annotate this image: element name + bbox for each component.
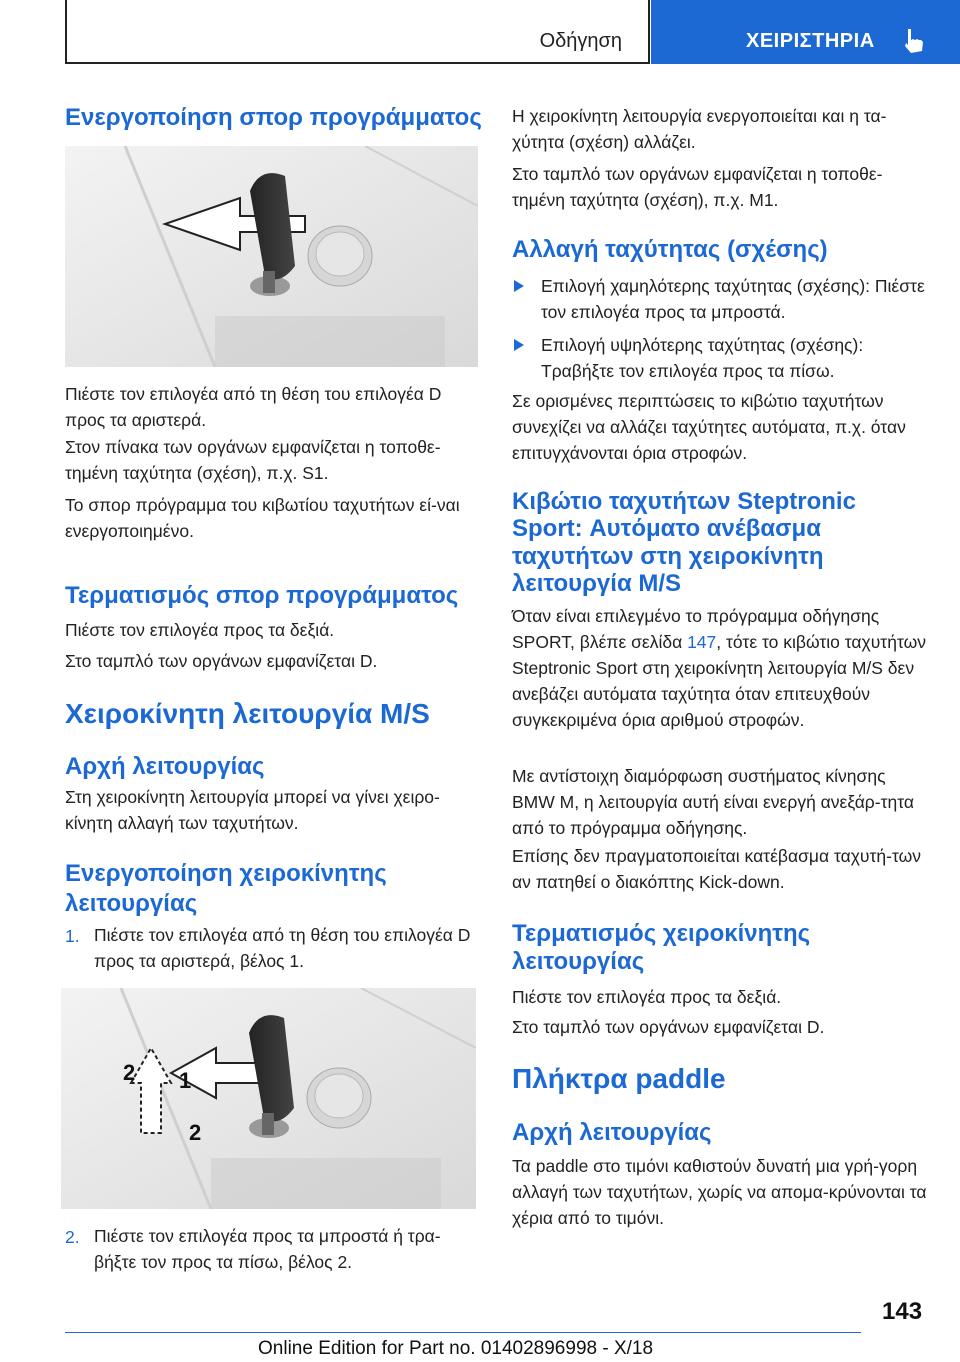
heading-principle: Αρχή λειτουργίας (65, 753, 265, 780)
heading-steptronic-line3: ταχυτήτων στη χειροκίνητη (512, 543, 824, 570)
gear-selector-image-2 (61, 988, 476, 1209)
heading-steptronic-line4: λειτουργία M/S (512, 570, 682, 597)
heading-gear-change: Αλλαγή ταχύτητας (σχέσης) (512, 236, 828, 263)
heading-manual-on-line2: λειτουργίας (65, 890, 198, 917)
paragraph: Στο ταμπλό των οργάνων εμφανίζεται D. (512, 1017, 825, 1037)
paragraph: Με αντίστοιχη διαμόρφωση συστήματος κίνησης BMW M, η λειτουργία αυτή είναι ενεργή ανεξάρ‐τητα από το πρόγραμμα οδήγησης. (512, 766, 915, 838)
paragraph: Στο ταμπλό των οργάνων εμφανίζεται η τοποθε‐τημένη ταχύτητα (σχέση), π.χ. M1. (512, 164, 883, 210)
gear-selector-image-1 (65, 146, 478, 367)
heading-sport-off: Τερματισμός σπορ προγράμματος (65, 582, 459, 609)
arrow-label-1: 1 (179, 1068, 192, 1093)
arrow-label-2: 2 (123, 1060, 136, 1085)
step-text: Πιέστε τον επιλογέα από τη θέση του επιλογέα D προς τα αριστερά, βέλος 1. (94, 925, 471, 971)
heading-principle: Αρχή λειτουργίας (512, 1119, 712, 1146)
paragraph: Σε ορισμένες περιπτώσεις το κιβώτιο ταχυτήτων συνεχίζει να αλλάζει ταχύτητες αυτόματα, π.χ. όταν επιτυγχάνονται όρια στροφών. (512, 391, 906, 463)
bullet-text: Επιλογή υψηλότερης ταχύτητας (σχέσης): Τραβήξτε τον επιλογέα προς τα πίσω. (541, 335, 864, 381)
bullet-text: Επιλογή χαμηλότερης ταχύτητας (σχέσης): Πιέστε τον επιλογέα προς τα μπροστά. (541, 276, 925, 322)
paragraph: Το σπορ πρόγραμμα του κιβωτίου ταχυτήτων εί‐ναι ενεργοποιημένο. (65, 495, 460, 541)
header-tab-label: ΧΕΙΡΙΣΤΗΡΙΑ (746, 30, 875, 52)
paragraph: Στη χειροκίνητη λειτουργία μπορεί να γίνει χειρο‐κίνητη αλλαγή των ταχυτήτων. (65, 787, 440, 833)
header-box (65, 0, 650, 64)
arrow-label-2: 2 (189, 1120, 202, 1145)
heading-paddle: Πλήκτρα paddle (512, 1063, 726, 1094)
bullet-triangle-icon (514, 339, 524, 351)
heading-manual-mode: Χειροκίνητη λειτουργία M/S (65, 698, 430, 729)
heading-manual-off-line1: Τερματισμός χειροκίνητης (512, 920, 811, 947)
header-tab[interactable] (651, 0, 960, 64)
paragraph-text: , τότε το κιβώτιο ταχυτήτων Steptronic Sport στη χειροκίνητη λειτουργία M/S δεν ανεβάζει αυτόματα ταχύτητα όταν επιτευχθούν συγκεκριμένα όρια αριθμού στροφών. (512, 632, 927, 730)
bullet-triangle-icon (514, 280, 524, 292)
heading-manual-off-line2: λειτουργίας (512, 948, 645, 975)
step-number: 1. (65, 926, 80, 946)
paragraph-text: Όταν είναι επιλεγμένο το πρόγραμμα οδήγησης SPORT, βλέπε σελίδα (512, 606, 880, 652)
paragraph (512, 603, 932, 733)
paragraph: Στον πίνακα των οργάνων εμφανίζεται η τοποθε‐τημένη ταχύτητα (σχέση), π.χ. S1. (65, 437, 441, 483)
paragraph: Στο ταμπλό των οργάνων εμφανίζεται D. (65, 651, 378, 671)
paragraph: Επίσης δεν πραγματοποιείται κατέβασμα ταχυτή‐των αν πατηθεί ο διακόπτης Kick-down. (512, 846, 922, 892)
page-number: 143 (882, 1298, 923, 1325)
heading-sport-on: Ενεργοποίηση σπορ προγράμματος (65, 104, 482, 131)
footer-divider (65, 1332, 861, 1333)
header-section-title: Οδήγηση (539, 30, 622, 52)
footer-edition: Online Edition for Part no. 01402896998 - X/18 (258, 1338, 654, 1359)
paragraph: Πιέστε τον επιλογέα προς τα δεξιά. (512, 987, 782, 1007)
paragraph: Τα paddle στο τιμόνι καθιστούν δυνατή μια γρή‐γορη αλλαγή των ταχυτήτων, χωρίς να απομα‐κρύνονται τα χέρια από το τιμόνι. (512, 1156, 927, 1228)
paragraph: Πιέστε τον επιλογέα από τη θέση του επιλογέα D προς τα αριστερά. (65, 384, 442, 430)
heading-steptronic-line1: Κιβώτιο ταχυτήτων Steptronic (512, 488, 856, 515)
hand-pointer-icon (899, 26, 929, 56)
heading-steptronic-line2: Sport: Αυτόματο ανέβασμα (512, 515, 821, 542)
heading-manual-on-line1: Ενεργοποίηση χειροκίνητης (65, 860, 387, 887)
page-link-147[interactable]: 147 (687, 632, 717, 652)
step-number: 2. (65, 1227, 80, 1247)
paragraph: Πιέστε τον επιλογέα προς τα δεξιά. (65, 620, 335, 640)
paragraph: Η χειροκίνητη λειτουργία ενεργοποιείται και η τα‐χύτητα (σχέση) αλλάζει. (512, 106, 887, 152)
step-text: Πιέστε τον επιλογέα προς τα μπροστά ή τρα‐βήξτε τον προς τα πίσω, βέλος 2. (94, 1226, 441, 1272)
